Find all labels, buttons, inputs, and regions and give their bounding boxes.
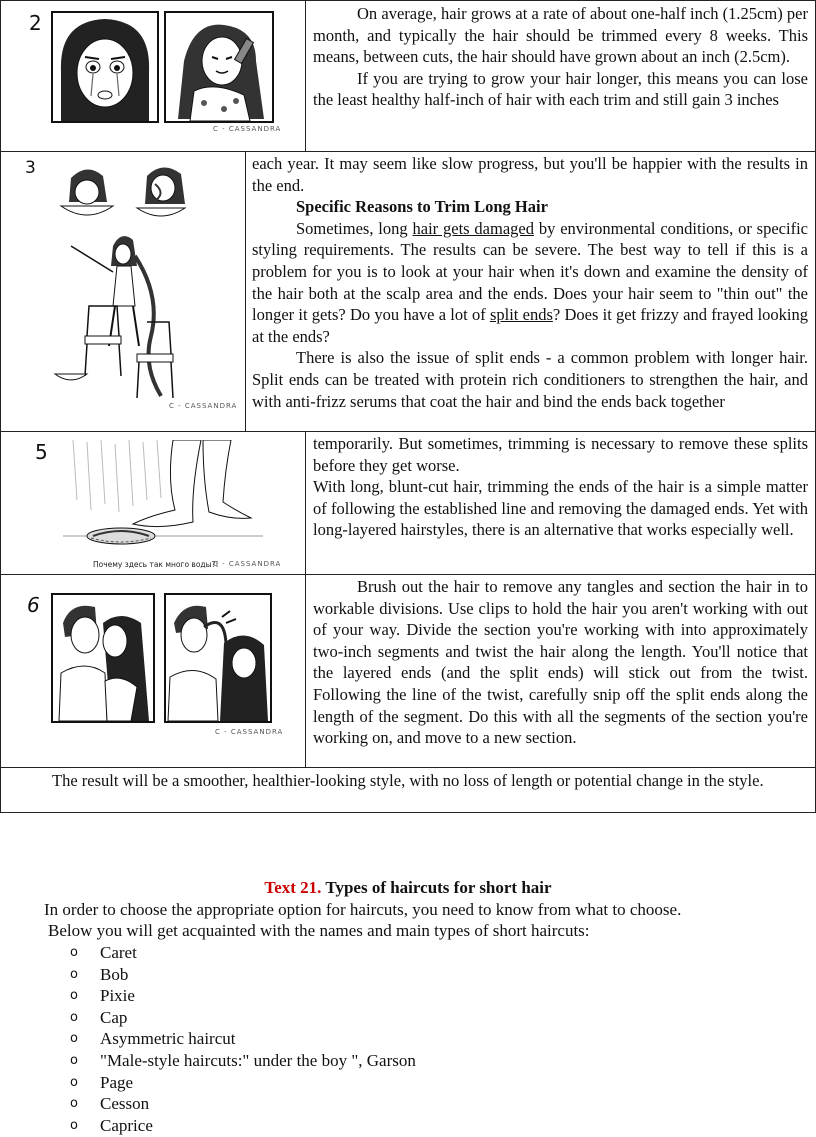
comic-brushing-hair-illustration xyxy=(164,11,274,123)
comic-shower-drain-illustration xyxy=(63,440,263,558)
comic-crying-girl-illustration xyxy=(51,11,159,123)
row-2-text xyxy=(313,3,808,111)
bullet-icon: o xyxy=(70,1117,78,1133)
paragraph: temporarily. But sometimes, trimming is necessary to remove these splits before they get worse. xyxy=(313,434,808,475)
text-21-label: Text 21. xyxy=(264,878,322,897)
comic-couple-tangled-hair-illustration xyxy=(164,593,272,723)
list-item: o Caret xyxy=(70,943,137,962)
row-6-text xyxy=(313,576,808,749)
bullet-icon: o xyxy=(70,988,78,1004)
table-row-3 xyxy=(0,151,816,432)
bullet-icon: o xyxy=(70,945,78,960)
paragraph: each year. It may seem like slow progress, but you'll be happier with the results in the end. xyxy=(252,154,808,195)
paragraph: There is also the issue of split ends - a common problem with longer hair. Split ends can be treated with protein rich conditioners to strengthen the hair, and with anti-frizz serums that coat the hair and bind the ends back together xyxy=(252,348,808,411)
image-caption: Почему здесь так много воды?! xyxy=(93,560,219,569)
hair-gets-damaged-link[interactable]: hair gets damaged xyxy=(412,218,534,238)
row-number: 3 xyxy=(25,158,36,178)
bullet-icon: o xyxy=(70,1052,78,1068)
section-heading: Specific Reasons to Trim Long Hair xyxy=(296,197,548,217)
table-row-result xyxy=(0,767,816,813)
list-item: o Pixie xyxy=(70,986,135,1006)
row-5-text xyxy=(313,433,808,541)
text-21-intro: In order to choose the appropriate option for haircuts, you need to know from what to choose. xyxy=(44,900,682,919)
artist-signature: C - CASSANDRA xyxy=(213,560,282,568)
haircut-types-list xyxy=(70,942,416,1136)
illustration-cell-6 xyxy=(1,575,306,767)
paragraph: On average, hair grows at a rate of about one-half inch (1.25cm) per month, and typically the hair should be trimmed every 8 weeks. This means, between cuts, the hair should have grown about an inch (2.5cm). xyxy=(313,4,808,67)
artist-signature: C - CASSANDRA xyxy=(213,125,282,133)
paragraph: Brush out the hair to remove any tangles and section the hair in to workable divisions. Use clips to hold the hair you aren't working with out of your way. Divide the section you're working with into approximately two-inch segments and twist the hair along the length. You'll notice that the layered ends (and the split ends) will stick out from the twist. Following the line of the twist, carefully snip off the split ends along the length of the segment. Do this with all the segments of the section you're working on, and move to a new section. xyxy=(313,577,808,748)
comic-hair-pull-chairs-illustration xyxy=(51,226,201,406)
illustration-cell-5 xyxy=(1,432,306,574)
table-row-5 xyxy=(0,431,816,575)
bullet-icon: o xyxy=(70,1031,78,1047)
row-number: 6 xyxy=(27,593,40,617)
paragraph: With long, blunt-cut hair, trimming the ends of the hair is a simple matter of following the established line and removing the damaged ends. Yet with long-layered hairstyles, there is an alternative that works especially well. xyxy=(313,477,808,540)
paragraph: Sometimes, long hair gets damaged by environmental conditions, or specific styling requirements. The results can be severe. The best way to tell if this is a problem for you is to look at your hair when it's down and examine the density of the hair both at the scalp area and the ends. Does your hair seem to "thin out" the longer it gets? Do you have a lot of split ends? Does it get frizzy and frayed looking at the ends? xyxy=(252,218,808,346)
text-21-title xyxy=(0,878,816,898)
illustration-cell-2 xyxy=(1,1,306,151)
artist-signature: C - CASSANDRA xyxy=(169,402,238,410)
list-item: o Asymmetric haircut xyxy=(70,1029,236,1049)
bullet-icon: o xyxy=(70,1096,78,1112)
list-item: o Bob xyxy=(70,964,129,984)
list-item: o Page xyxy=(70,1072,134,1092)
text-21-heading: Types of haircuts for short hair xyxy=(325,878,552,897)
comic-couple-kiss-illustration xyxy=(51,593,155,723)
list-item: o Cap xyxy=(70,1007,128,1027)
row-3-text xyxy=(252,153,808,412)
list-item: o Caprice xyxy=(70,1115,153,1135)
table-row-2 xyxy=(0,0,816,152)
bullet-icon: o xyxy=(70,1074,78,1090)
paragraph: If you are trying to grow your hair longer, this means you can lose the least healthy half-inch of hair with each trim and still gain 3 inches xyxy=(313,68,808,110)
row-number: 5 xyxy=(35,440,48,464)
list-item: o Cesson xyxy=(70,1094,150,1114)
comic-eating-hair-illustration xyxy=(51,158,201,228)
table-row-6 xyxy=(0,574,816,768)
bullet-icon: o xyxy=(70,1009,78,1025)
result-text: The result will be a smoother, healthier-looking style, with no loss of length or potential change in the style. xyxy=(52,771,764,790)
bullet-icon: o xyxy=(70,966,78,982)
list-item: o "Male-style haircuts:" under the boy ", Garson xyxy=(70,1050,416,1070)
split-ends-link[interactable]: split ends xyxy=(489,305,553,325)
illustration-cell-3 xyxy=(1,152,246,431)
text-21-intro-2: Below you will get acquainted with the names and main types of short haircuts: xyxy=(48,921,590,940)
artist-signature: C - CASSANDRA xyxy=(215,728,284,736)
row-number: 2 xyxy=(29,11,42,35)
